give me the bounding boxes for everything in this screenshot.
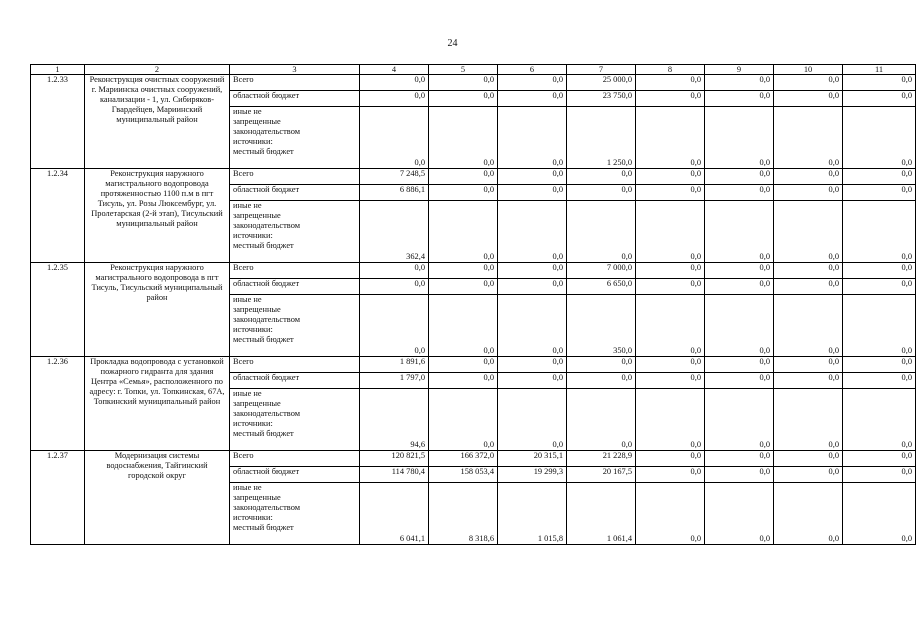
value-cell: 114 780,4 bbox=[360, 467, 429, 483]
page-number: 24 bbox=[447, 38, 458, 49]
value-cell: 0,0 bbox=[705, 451, 774, 467]
value-cell: 166 372,0 bbox=[429, 451, 498, 467]
source-label-other bbox=[230, 483, 360, 545]
other-sources-label bbox=[233, 107, 356, 147]
value-cell: 7 000,0 bbox=[567, 263, 636, 279]
column-number: 2 bbox=[85, 65, 230, 75]
value-cell: 0,0 bbox=[843, 91, 916, 107]
value-cell: 0,0 bbox=[705, 75, 774, 91]
table-row-total bbox=[31, 451, 916, 467]
value-cell: 0,0 bbox=[429, 169, 498, 185]
value-cell: 1 891,6 bbox=[360, 357, 429, 373]
value-cell: 0,0 bbox=[429, 107, 498, 169]
source-label-total: Всего bbox=[230, 263, 360, 279]
source-label-regional: областной бюджет bbox=[230, 373, 360, 389]
other-sources-line: запрещенные bbox=[233, 117, 281, 126]
value-cell: 0,0 bbox=[567, 185, 636, 201]
source-label-total: Всего bbox=[230, 451, 360, 467]
value-cell: 350,0 bbox=[567, 295, 636, 357]
column-number: 10 bbox=[774, 65, 843, 75]
value-cell: 0,0 bbox=[636, 373, 705, 389]
table-row-total bbox=[31, 169, 916, 185]
value-cell: 0,0 bbox=[429, 75, 498, 91]
value-cell: 0,0 bbox=[705, 357, 774, 373]
source-label-local: местный бюджет bbox=[233, 429, 294, 438]
source-label-total: Всего bbox=[230, 169, 360, 185]
other-sources-label bbox=[233, 201, 356, 241]
value-cell: 0,0 bbox=[843, 451, 916, 467]
value-cell: 0,0 bbox=[636, 295, 705, 357]
value-cell: 0,0 bbox=[774, 263, 843, 279]
item-name: Модернизация системы водоснабжения, Тайгинский городской округ bbox=[85, 451, 230, 545]
other-sources-line: источники: bbox=[233, 325, 273, 334]
other-sources-line: запрещенные bbox=[233, 493, 281, 502]
value-cell: 0,0 bbox=[774, 169, 843, 185]
value-cell: 0,0 bbox=[843, 263, 916, 279]
value-cell: 0,0 bbox=[636, 483, 705, 545]
value-cell: 0,0 bbox=[498, 185, 567, 201]
value-cell: 0,0 bbox=[774, 201, 843, 263]
budget-table bbox=[30, 64, 916, 545]
other-sources-line: источники: bbox=[233, 513, 273, 522]
value-cell: 0,0 bbox=[360, 107, 429, 169]
value-cell: 362,4 bbox=[360, 201, 429, 263]
value-cell: 0,0 bbox=[567, 169, 636, 185]
value-cell: 0,0 bbox=[498, 389, 567, 451]
other-sources-line: запрещенные bbox=[233, 399, 281, 408]
value-cell: 0,0 bbox=[843, 467, 916, 483]
item-code: 1.2.35 bbox=[31, 263, 85, 357]
item-name: Реконструкция очистных сооружений г. Мариинска очистных сооружений, канализации - 1, ул. Сибиряков-Гвардейцев, Мариинский муниципальный район bbox=[85, 75, 230, 169]
value-cell: 6 041,1 bbox=[360, 483, 429, 545]
source-label-regional: областной бюджет bbox=[230, 91, 360, 107]
value-cell: 0,0 bbox=[774, 75, 843, 91]
value-cell: 0,0 bbox=[705, 107, 774, 169]
value-cell: 0,0 bbox=[705, 279, 774, 295]
other-sources-line: источники: bbox=[233, 419, 273, 428]
value-cell: 0,0 bbox=[498, 373, 567, 389]
value-cell: 0,0 bbox=[774, 107, 843, 169]
value-cell: 0,0 bbox=[567, 201, 636, 263]
value-cell: 0,0 bbox=[774, 185, 843, 201]
value-cell: 25 000,0 bbox=[567, 75, 636, 91]
source-label-local: местный бюджет bbox=[233, 147, 294, 156]
value-cell: 0,0 bbox=[429, 201, 498, 263]
source-label-local: местный бюджет bbox=[233, 335, 294, 344]
value-cell: 0,0 bbox=[636, 263, 705, 279]
value-cell: 0,0 bbox=[498, 295, 567, 357]
source-label-total: Всего bbox=[230, 357, 360, 373]
other-sources-line: законодательством bbox=[233, 221, 301, 230]
other-sources-line: законодательством bbox=[233, 503, 301, 512]
value-cell: 0,0 bbox=[705, 263, 774, 279]
column-number: 3 bbox=[230, 65, 360, 75]
source-label-other bbox=[230, 295, 360, 357]
other-sources-label bbox=[233, 483, 356, 523]
value-cell: 0,0 bbox=[705, 295, 774, 357]
value-cell: 6 650,0 bbox=[567, 279, 636, 295]
value-cell: 8 318,6 bbox=[429, 483, 498, 545]
value-cell: 158 053,4 bbox=[429, 467, 498, 483]
value-cell: 0,0 bbox=[360, 75, 429, 91]
value-cell: 1 250,0 bbox=[567, 107, 636, 169]
value-cell: 0,0 bbox=[498, 279, 567, 295]
value-cell: 0,0 bbox=[705, 91, 774, 107]
value-cell: 0,0 bbox=[843, 201, 916, 263]
other-sources-line: законодательством bbox=[233, 409, 301, 418]
value-cell: 0,0 bbox=[498, 75, 567, 91]
other-sources-label bbox=[233, 389, 356, 429]
other-sources-line: законодательством bbox=[233, 127, 301, 136]
item-name: Прокладка водопровода с установкой пожарного гидранта для здания Центра «Семья», расположенного по адресу: г. Топки, ул. Топкинская, 67А, Топкинский муниципальный район bbox=[85, 357, 230, 451]
table-row-total bbox=[31, 263, 916, 279]
value-cell: 0,0 bbox=[429, 295, 498, 357]
value-cell: 0,0 bbox=[705, 373, 774, 389]
value-cell: 0,0 bbox=[774, 295, 843, 357]
value-cell: 0,0 bbox=[429, 373, 498, 389]
other-sources-line: источники: bbox=[233, 231, 273, 240]
value-cell: 0,0 bbox=[636, 91, 705, 107]
value-cell: 0,0 bbox=[636, 75, 705, 91]
value-cell: 0,0 bbox=[498, 169, 567, 185]
column-number: 8 bbox=[636, 65, 705, 75]
value-cell: 0,0 bbox=[843, 185, 916, 201]
item-code: 1.2.34 bbox=[31, 169, 85, 263]
other-sources-line: запрещенные bbox=[233, 305, 281, 314]
source-label-total: Всего bbox=[230, 75, 360, 91]
value-cell: 0,0 bbox=[705, 185, 774, 201]
value-cell: 0,0 bbox=[843, 357, 916, 373]
value-cell: 0,0 bbox=[843, 169, 916, 185]
value-cell: 0,0 bbox=[360, 91, 429, 107]
value-cell: 6 886,1 bbox=[360, 185, 429, 201]
value-cell: 0,0 bbox=[705, 467, 774, 483]
value-cell: 0,0 bbox=[636, 467, 705, 483]
column-number: 7 bbox=[567, 65, 636, 75]
value-cell: 0,0 bbox=[774, 279, 843, 295]
value-cell: 0,0 bbox=[498, 263, 567, 279]
value-cell: 0,0 bbox=[360, 279, 429, 295]
other-sources-label bbox=[233, 295, 356, 335]
item-code: 1.2.33 bbox=[31, 75, 85, 169]
value-cell: 0,0 bbox=[498, 357, 567, 373]
source-label-other bbox=[230, 107, 360, 169]
column-number: 1 bbox=[31, 65, 85, 75]
column-number-row bbox=[31, 65, 916, 75]
value-cell: 0,0 bbox=[567, 357, 636, 373]
value-cell: 0,0 bbox=[774, 389, 843, 451]
value-cell: 19 299,3 bbox=[498, 467, 567, 483]
value-cell: 0,0 bbox=[567, 373, 636, 389]
value-cell: 0,0 bbox=[636, 451, 705, 467]
other-sources-line: иные не bbox=[233, 201, 262, 210]
value-cell: 20 167,5 bbox=[567, 467, 636, 483]
value-cell: 94,6 bbox=[360, 389, 429, 451]
source-label-other bbox=[230, 201, 360, 263]
item-code: 1.2.36 bbox=[31, 357, 85, 451]
value-cell: 0,0 bbox=[429, 389, 498, 451]
value-cell: 21 228,9 bbox=[567, 451, 636, 467]
value-cell: 0,0 bbox=[636, 279, 705, 295]
value-cell: 0,0 bbox=[774, 357, 843, 373]
value-cell: 0,0 bbox=[774, 91, 843, 107]
value-cell: 0,0 bbox=[774, 467, 843, 483]
value-cell: 0,0 bbox=[636, 201, 705, 263]
source-label-other bbox=[230, 389, 360, 451]
other-sources-line: законодательством bbox=[233, 315, 301, 324]
value-cell: 0,0 bbox=[429, 357, 498, 373]
table-row-total bbox=[31, 75, 916, 91]
value-cell: 0,0 bbox=[705, 483, 774, 545]
other-sources-line: иные не bbox=[233, 107, 262, 116]
value-cell: 0,0 bbox=[705, 169, 774, 185]
column-number: 9 bbox=[705, 65, 774, 75]
value-cell: 0,0 bbox=[429, 279, 498, 295]
value-cell: 7 248,5 bbox=[360, 169, 429, 185]
source-label-regional: областной бюджет bbox=[230, 467, 360, 483]
value-cell: 0,0 bbox=[636, 389, 705, 451]
value-cell: 0,0 bbox=[774, 451, 843, 467]
other-sources-line: запрещенные bbox=[233, 211, 281, 220]
item-code: 1.2.37 bbox=[31, 451, 85, 545]
value-cell: 0,0 bbox=[774, 483, 843, 545]
value-cell: 1 797,0 bbox=[360, 373, 429, 389]
value-cell: 0,0 bbox=[705, 201, 774, 263]
other-sources-line: иные не bbox=[233, 295, 262, 304]
column-number: 4 bbox=[360, 65, 429, 75]
value-cell: 0,0 bbox=[636, 107, 705, 169]
column-number: 5 bbox=[429, 65, 498, 75]
source-label-regional: областной бюджет bbox=[230, 185, 360, 201]
value-cell: 0,0 bbox=[843, 483, 916, 545]
other-sources-line: иные не bbox=[233, 389, 262, 398]
value-cell: 0,0 bbox=[705, 389, 774, 451]
item-name: Реконструкция наружного магистрального водопровода в пгт Тисуль, Тисульский муниципальный район bbox=[85, 263, 230, 357]
value-cell: 0,0 bbox=[429, 185, 498, 201]
item-name: Реконструкция наружного магистрального водопровода протяженностью 1100 п.м в пгт Тисуль, ул. Розы Люксембург, ул. Пролетарская (2-й этап), Тисульский муниципальный район bbox=[85, 169, 230, 263]
value-cell: 0,0 bbox=[843, 279, 916, 295]
source-label-local: местный бюджет bbox=[233, 241, 294, 250]
column-number: 11 bbox=[843, 65, 916, 75]
value-cell: 0,0 bbox=[843, 373, 916, 389]
column-number: 6 bbox=[498, 65, 567, 75]
value-cell: 0,0 bbox=[567, 389, 636, 451]
value-cell: 0,0 bbox=[843, 107, 916, 169]
value-cell: 0,0 bbox=[843, 75, 916, 91]
value-cell: 23 750,0 bbox=[567, 91, 636, 107]
value-cell: 0,0 bbox=[636, 357, 705, 373]
value-cell: 0,0 bbox=[498, 201, 567, 263]
table-row-total bbox=[31, 357, 916, 373]
value-cell: 0,0 bbox=[498, 91, 567, 107]
value-cell: 0,0 bbox=[843, 295, 916, 357]
value-cell: 0,0 bbox=[360, 263, 429, 279]
source-label-regional: областной бюджет bbox=[230, 279, 360, 295]
other-sources-line: источники: bbox=[233, 137, 273, 146]
value-cell: 0,0 bbox=[636, 185, 705, 201]
other-sources-line: иные не bbox=[233, 483, 262, 492]
source-label-local: местный бюджет bbox=[233, 523, 294, 532]
value-cell: 120 821,5 bbox=[360, 451, 429, 467]
value-cell: 0,0 bbox=[498, 107, 567, 169]
value-cell: 0,0 bbox=[429, 91, 498, 107]
value-cell: 0,0 bbox=[774, 373, 843, 389]
value-cell: 1 015,8 bbox=[498, 483, 567, 545]
value-cell: 0,0 bbox=[360, 295, 429, 357]
value-cell: 20 315,1 bbox=[498, 451, 567, 467]
value-cell: 0,0 bbox=[843, 389, 916, 451]
value-cell: 0,0 bbox=[429, 263, 498, 279]
value-cell: 0,0 bbox=[636, 169, 705, 185]
value-cell: 1 061,4 bbox=[567, 483, 636, 545]
